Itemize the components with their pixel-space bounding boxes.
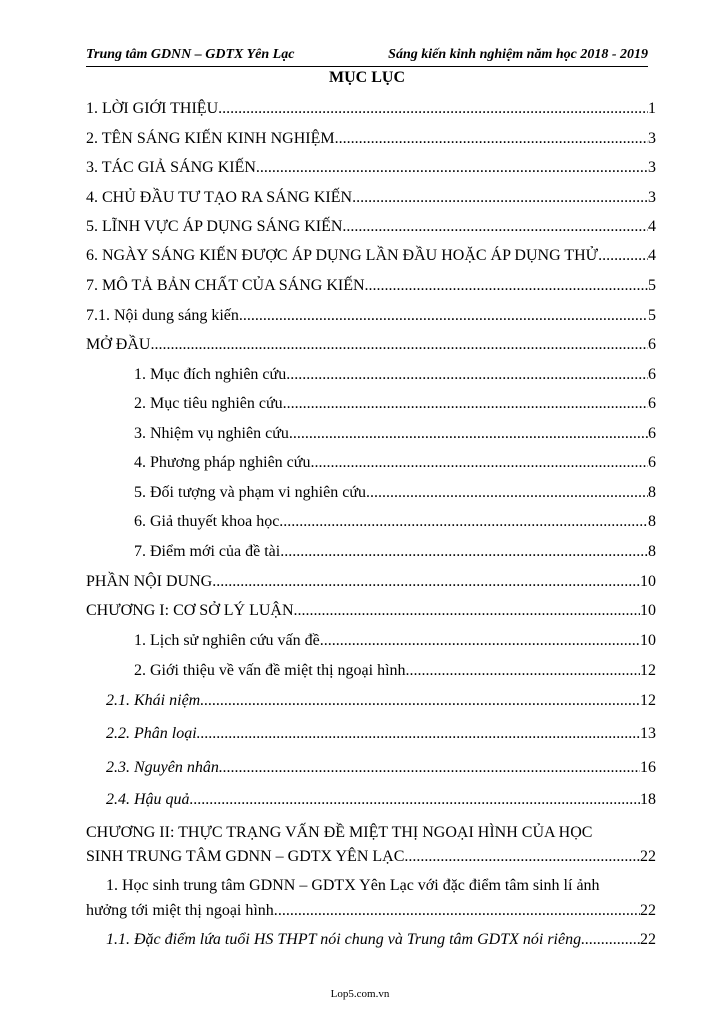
toc-entry: 1. Mục đích nghiên cứu ..... 6 [134, 365, 656, 385]
toc-entry: 1.1. Đặc điểm lứa tuổi HS THPT nói chung và Trung tâm GDTX nói riêng ..... 22 [106, 930, 656, 950]
toc-entry: 6. NGÀY SÁNG KIẾN ĐƯỢC ÁP DỤNG LẦN ĐẦU HOẶC ÁP DỤNG THỬ ..... 4 [86, 246, 656, 266]
toc-entry: 2.3. Nguyên nhân ..... 16 [106, 758, 656, 778]
toc-entry-first-line: CHƯƠNG II: THỰC TRẠNG VẤN ĐỀ MIỆT THỊ NGOẠI HÌNH CỦA HỌC [86, 824, 593, 841]
toc-entry: hưởng tới miệt thị ngoại hình. ..... 22 [86, 901, 656, 921]
toc-entry: 7.1. Nội dung sáng kiến ..... 5 [86, 306, 656, 326]
toc-entry: SINH TRUNG TÂM GDNN – GDTX YÊN LẠC ..... 22 [86, 847, 656, 867]
toc-entry: 2.1. Khái niệm ..... 12 [106, 691, 656, 711]
toc-entry: 3. TÁC GIẢ SÁNG KIẾN ..... 3 [86, 158, 656, 178]
header-right: Sáng kiến kinh nghiệm năm học 2018 - 2019 [388, 47, 648, 62]
toc-entry: 2. Mục tiêu nghiên cứu ..... 6 [134, 394, 656, 414]
toc-entry: 5. Đối tượng và phạm vi nghiên cứu ..... 8 [134, 483, 656, 503]
toc-entry: 1. Lịch sử nghiên cứu vấn đề ..... 10 [134, 631, 656, 651]
toc-entry: 5. LĨNH VỰC ÁP DỤNG SÁNG KIẾN ..... 4 [86, 217, 656, 237]
toc-entry: 4. Phương pháp nghiên cứu ..... 6 [134, 453, 656, 473]
toc-entry: 2. TÊN SÁNG KIẾN KINH NGHIỆM ..... 3 [86, 129, 656, 149]
toc-entry: 7. Điểm mới của đề tài ..... 8 [134, 542, 656, 562]
toc-entry: 1. LỜI GIỚI THIỆU ..... 1 [86, 99, 656, 119]
page-footer: Lop5.com.vn [330, 988, 390, 1000]
toc-entry-first-line: 1. Học sinh trung tâm GDNN – GDTX Yên Lạc với đặc điểm tâm sinh lí ảnh [106, 877, 600, 894]
page-title: MỤC LỤC [329, 69, 405, 86]
toc-entry: 2. Giới thiệu về vấn đề miệt thị ngoại hình ..... 12 [134, 661, 656, 681]
toc-entry: 4. CHỦ ĐẦU TƯ TẠO RA SÁNG KIẾN ..... 3 [86, 188, 656, 208]
toc-entry: CHƯƠNG I: CƠ SỞ LÝ LUẬN ..... 10 [86, 601, 656, 621]
header-left: Trung tâm GDNN – GDTX Yên Lạc [86, 47, 295, 62]
toc-entry: 2.4. Hậu quả ..... 18 [106, 790, 656, 810]
toc-entry: 2.2. Phân loại ..... 13 [106, 724, 656, 744]
toc-entry: 7. MÔ TẢ BẢN CHẤT CỦA SÁNG KIẾN ..... 5 [86, 276, 656, 296]
toc-entry: 6. Giả thuyết khoa học ..... 8 [134, 512, 656, 532]
page-header [86, 44, 648, 66]
toc-entry: 3. Nhiệm vụ nghiên cứu ..... 6 [134, 424, 656, 444]
toc-entry: MỞ ĐẦU ..... 6 [86, 335, 656, 355]
toc-entry: PHẦN NỘI DUNG ..... 10 [86, 572, 656, 592]
header-rule [86, 66, 648, 67]
